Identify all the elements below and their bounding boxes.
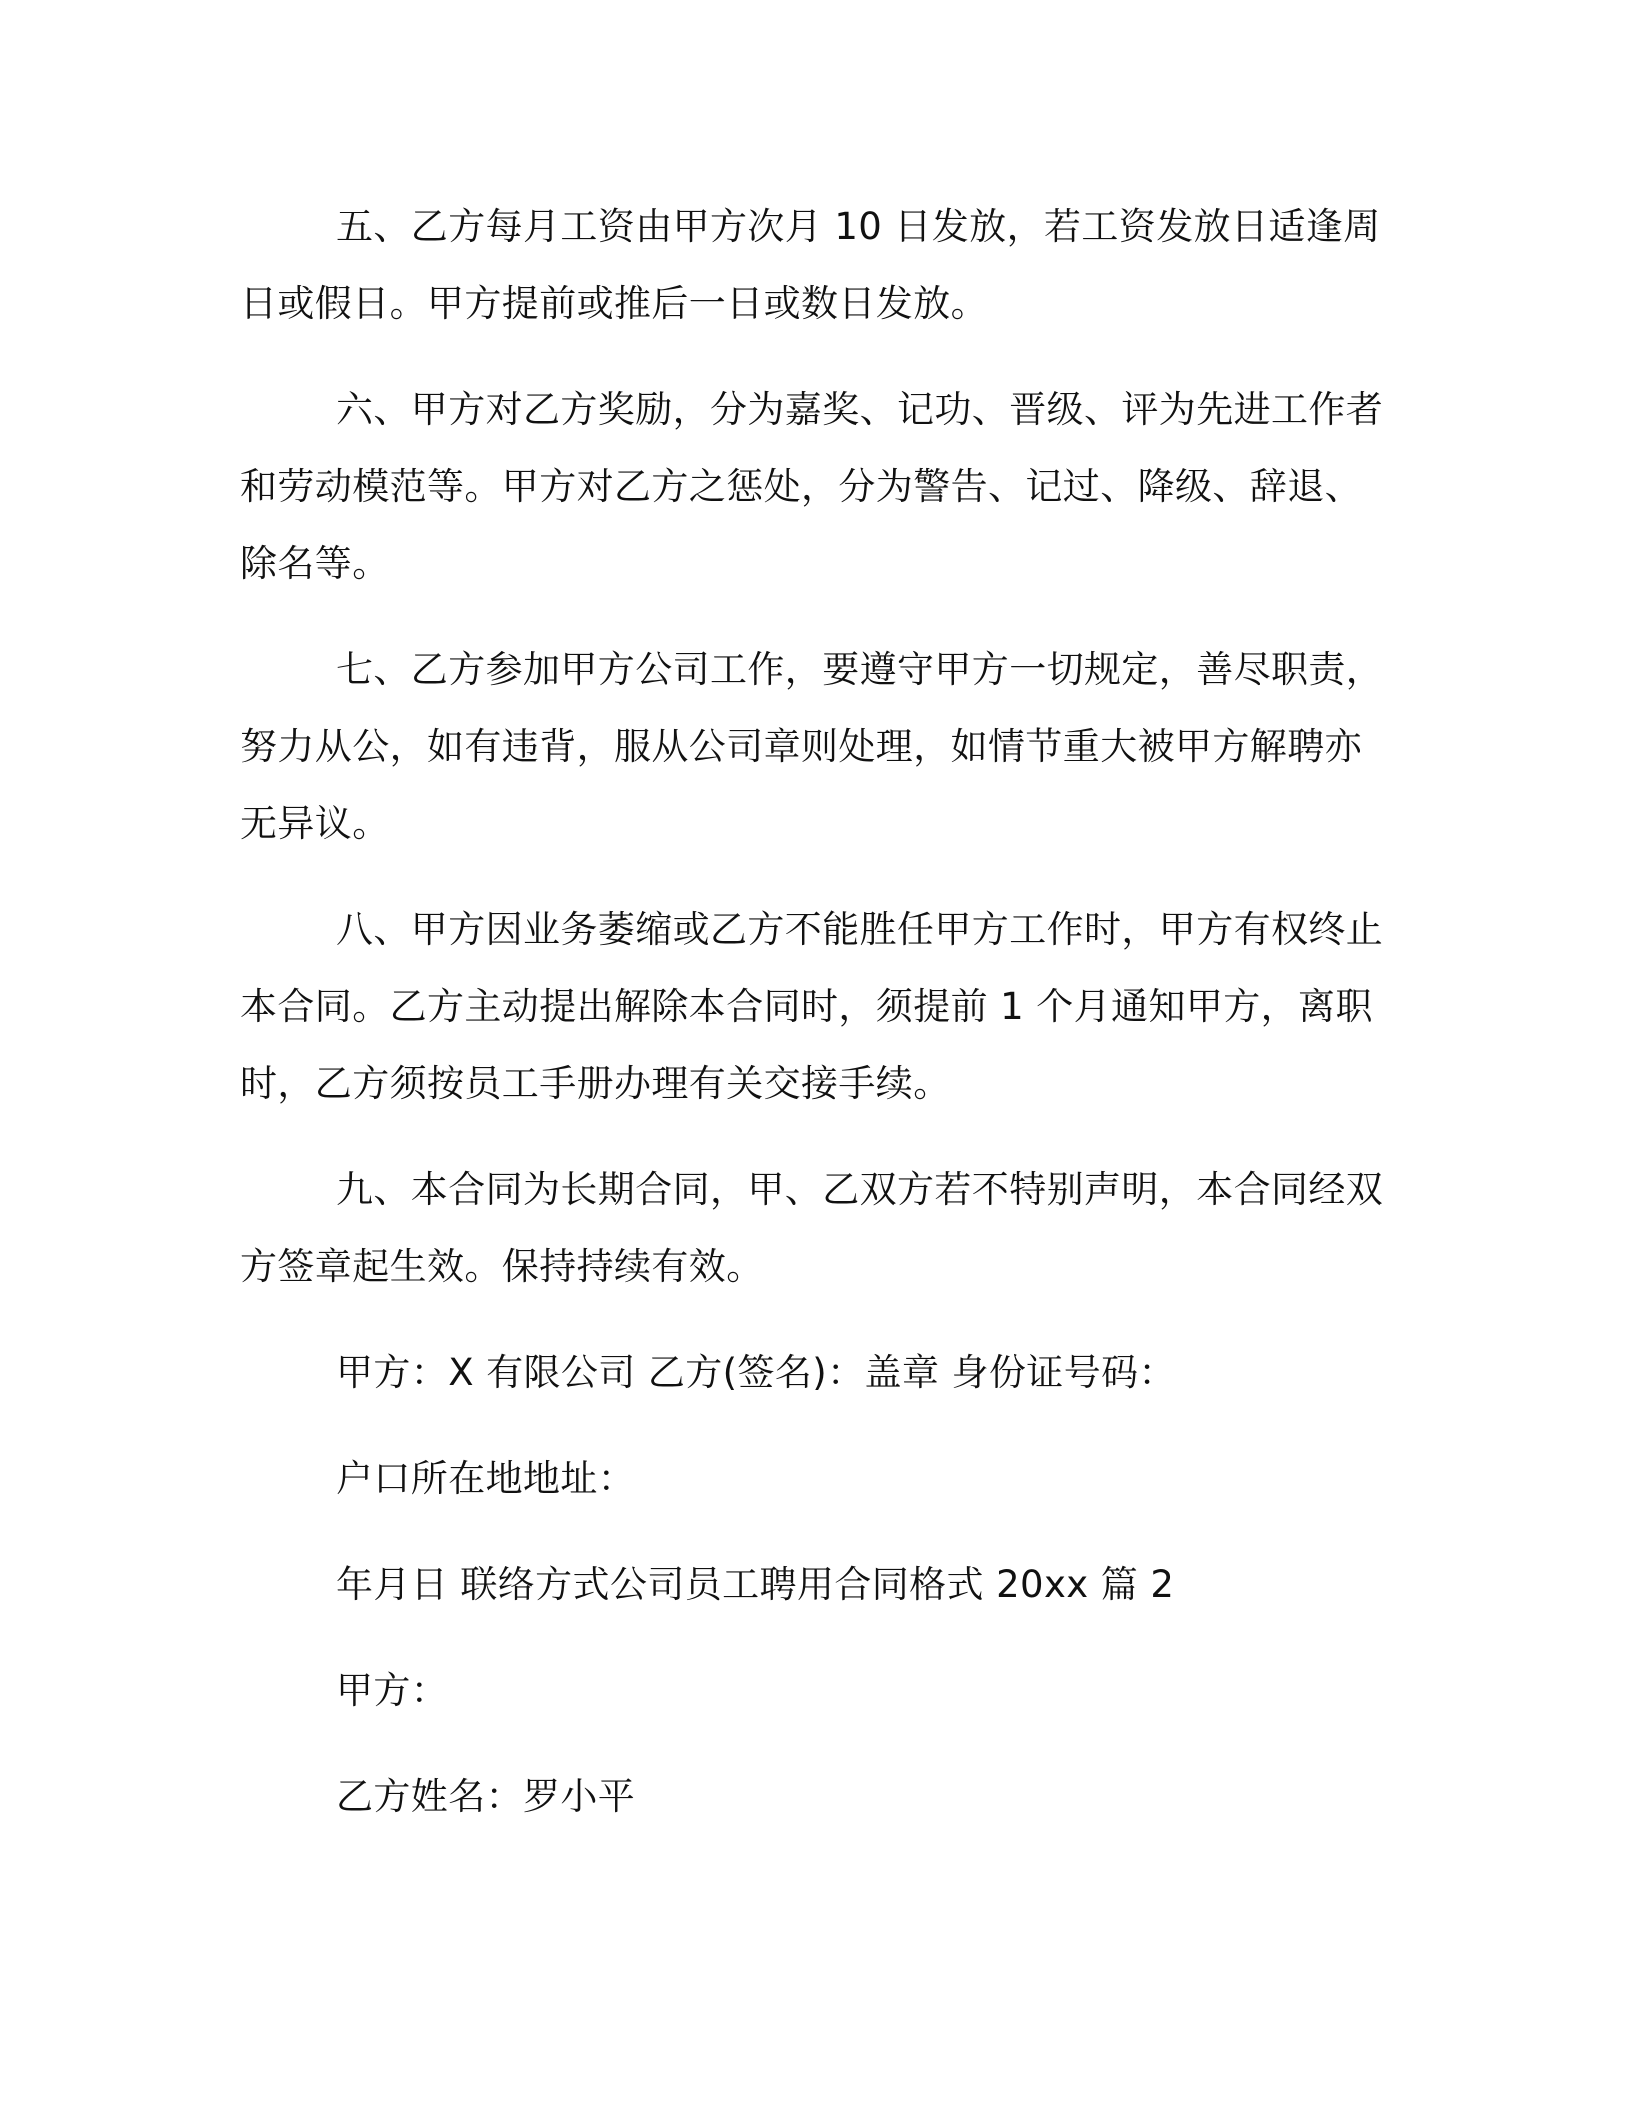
clause-nine: 九、本合同为长期合同，甲、乙双方若不特别声明，本合同经双方签章起生效。保持持续有效。	[240, 1168, 1384, 1288]
clause-six: 六、甲方对乙方奖励，分为嘉奖、记功、晋级、评为先进工作者和劳动模范等。甲方对乙方之惩处，分为警告、记过、降级、辞退、除名等。	[240, 388, 1384, 585]
document-page	[240, 188, 1392, 1864]
household-address-line: 户口所在地地址：	[336, 1457, 636, 1500]
date-contact-line: 年月日 联络方式公司员工聘用合同格式 20xx 篇 2	[336, 1563, 1175, 1606]
clause-eight: 八、甲方因业务萎缩或乙方不能胜任甲方工作时，甲方有权终止本合同。乙方主动提出解除本合同时，须提前 1 个月通知甲方，离职时，乙方须按员工手册办理有关交接手续。	[240, 908, 1384, 1105]
party-b-name-line: 乙方姓名：罗小平	[336, 1775, 636, 1818]
clause-seven: 七、乙方参加甲方公司工作，要遵守甲方一切规定，善尽职责，努力从公，如有违背，服从公司章则处理，如情节重大被甲方解聘亦无异议。	[240, 648, 1384, 845]
party-a-signature-line: 甲方：X 有限公司 乙方(签名)：盖章 身份证号码：	[336, 1351, 1176, 1394]
clause-five: 五、乙方每月工资由甲方次月 10 日发放，若工资发放日适逢周日或假日。甲方提前或推后一日或数日发放。	[240, 205, 1381, 325]
party-a-line: 甲方：	[336, 1669, 449, 1712]
